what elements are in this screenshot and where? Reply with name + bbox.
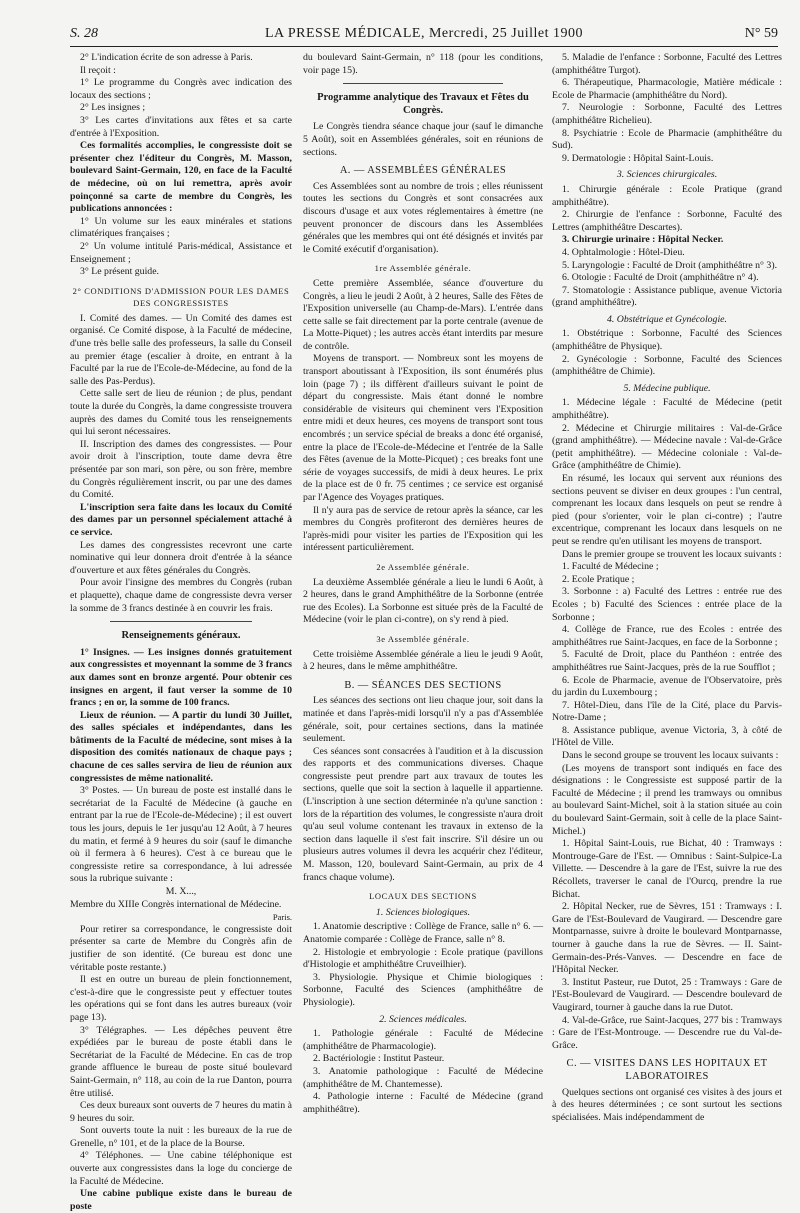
paragraph: Paris.: [272, 912, 292, 923]
paragraph: M. X...,: [165, 886, 197, 897]
divider: [343, 83, 503, 84]
paragraph: Pour retirer sa correspondance, le congressiste doit présenter sa carte de Membre du Congrès afin de justifier de son identité. (Ce bureau est donc une véritable poste restante.): [70, 923, 292, 973]
paragraph: 2° L'indication écrite de son adresse à Paris.: [80, 52, 253, 63]
paragraph: 8. Assistance publique, avenue Victoria, 3, à côté de l'Hôtel de Ville.: [552, 724, 782, 749]
paragraph: Une cabine publique existe dans le bureau de poste: [70, 1188, 292, 1212]
section-heading: C. — VISITES DANS LES HOPITAUX ET LABORATOIRES: [566, 1058, 768, 1082]
issue-number: N° 59: [744, 26, 778, 41]
paragraph: 4° Téléphones. — Une cabine téléphonique est ouverte aux congressistes dans la loge du concierge de la Faculté de Médecine.: [70, 1150, 292, 1187]
paragraph: 1° Un volume sur les eaux minérales et stations climatériques françaises ;: [70, 215, 292, 240]
paragraph: 2. Chirurgie de l'enfance : Sorbonne, Faculté des Lettres (amphithéâtre Descartes).: [552, 209, 782, 233]
section-heading: B. — SÉANCES DES SECTIONS: [344, 679, 502, 691]
paragraph: Moyens de transport. — Nombreux sont les moyens de transport aboutissant à l'Exposition, ils sont énumérés plus loin (page 7) ; ils diffèrent d'ailleurs suivant le point de départ du congressiste. Mais étant donné le nombre considérable de visiteurs qui cheminent vers l'Exposition entre midi et deux heures, ces moyens de transport sont tous encombrés ; un service spécial de breaks a donc été organisé, entre la place de l'Ecole-de-Médecine et l'entrée de la Salle des Fêtes (avenue de la Motte-Picquet) ; ces breaks font une série de voyages successifs, de midi à deux heures. Le prix de la place est de 0 fr. 75 centimes ; ce service est organisé par l'Agence des Voyages pratiques.: [303, 353, 543, 503]
paragraph: 7. Neurologie : Sorbonne, Faculté des Lettres (amphithéâtre Richelieu).: [552, 102, 782, 126]
paragraph: Ces séances sont consacrées à l'audition et à la discussion des rapports et des communications diverses. Chaque congressiste peut prendre part aux travaux de toutes les sections, quelle que soit la section à laquelle il appartienne. (L'inscription à une section déterminée n'a qu'une sanction : lors de la répartition des volumes, le congressiste n'aura droit qu'au seul volume contenant les travaux in extenso de la section dans laquelle il s'est fait inscrire. S'il désire un ou plusieurs autres volumes il devra les acquérir chez l'éditeur, M. Masson, 120, boulevard Saint-Germain, au prix de 4 francs chaque volume).: [303, 745, 543, 883]
paragraph: 6. Otologie : Faculté de Droit (amphithéâtre n° 4).: [562, 272, 759, 284]
paragraph: 2. Gynécologie : Sorbonne, Faculté des Sciences (amphithéâtre de Chimie).: [552, 353, 782, 378]
paragraph: Lieux de réunion. — A partir du lundi 30 Juillet, des salles spéciales et indépendantes, dans les bâtiments de la Faculté de médecine, sont mises à la disposition des comités nationaux de chaque pays ; chacune de ces salles servira de lieu de réunion aux congressistes de même nationalité.: [70, 709, 292, 784]
paragraph: Sont ouverts toute la nuit : les bureaux de la rue de Grenelle, n° 101, et de la place de la Bourse.: [70, 1125, 292, 1149]
paragraph: 5. Laryngologie : Faculté de Droit (amphithéâtre n° 3).: [562, 259, 778, 271]
paragraph: 4. Collège de France, rue des Ecoles : entrée des amphithéâtres rue Saint-Jacques, en face de la Sorbonne ;: [552, 624, 782, 648]
section-heading: A. — ASSEMBLÉES GÉNÉRALES: [339, 165, 507, 177]
paragraph: Il est en outre un bureau de plein fonctionnement, c'est-à-dire que le congressiste peut y effectuer toutes les opérations qui se font dans les autres bureaux (voir page 13).: [70, 974, 292, 1023]
paragraph: 6. Thérapeutique, Pharmacologie, Matière médicale : Ecole de Pharmacie (amphithéâtre du Nord).: [552, 77, 782, 101]
paragraph: 7. Stomatologie : Assistance publique, avenue Victoria (grand amphithéâtre).: [552, 284, 782, 309]
paragraph: 3° Les cartes d'invitations aux fêtes et sa carte d'entrée à l'Exposition.: [70, 114, 292, 139]
paragraph: 3° Postes. — Un bureau de poste est installé dans le secrétariat de la Faculté de Médecine (à gauche en entrant par la rue de l'Ecole-de-Médecine) ; il est ouvert tous les jours, depuis le 1er jusqu'au 12 Août, à 7 heures du matin, et fermé à 9 heures du soir (sauf le dimanche où il fermera à 6 heures). C'est à ce bureau que le congressiste retire sa correspondance, à lui adressée sous la rubrique suivante :: [70, 785, 292, 885]
paragraph: 3. Physiologie. Physique et Chimie biologiques : Sorbonne, Faculté des Sciences (amphithéâtre de Physiologie).: [303, 971, 543, 1008]
paragraph: 2. Ecole Pratique ;: [562, 573, 635, 585]
paragraph: Les dames des congressistes recevront une carte nominative qui leur donnera droit d'entrée à la séance d'ouverture et aux fêtes générales du Congrès.: [70, 539, 292, 576]
paragraph: 3. Institut Pasteur, rue Dutot, 25 : Tramways : Gare de l'Est-Boulevard de Vaugirard. — Descendre boulevard de Vaugirard, tourner à gauche dans la rue Dutot.: [552, 976, 782, 1013]
paragraph: Le Congrès tiendra séance chaque jour (sauf le dimanche 5 Août), soit en Assemblées générales, soit en réunions de sections.: [303, 121, 543, 158]
paragraph: 1. Anatomie descriptive : Collège de France, salle n° 6. — Anatomie comparée : Collège de France, salle n° 8.: [303, 921, 543, 945]
paragraph: Il reçoit :: [80, 64, 116, 76]
column-3: [552, 52, 782, 1131]
section-heading: 2° CONDITIONS D'ADMISSION POUR LES DAMES DES CONGRESSISTES: [72, 285, 290, 309]
paragraph: 5. Maladie de l'enfance : Sorbonne, Faculté des Lettres (amphithéâtre Turgot).: [552, 52, 782, 76]
section-heading: 3. Sciences chirurgicales.: [616, 169, 718, 181]
paragraph: 2. Histologie et embryologie : Ecole pratique (pavillons d'Histologie et amphithéâtre Cruveilhier).: [303, 946, 543, 971]
section-heading: 1re Assemblée générale.: [374, 263, 472, 274]
paragraph: 2. Médecine et Chirurgie militaires : Val-de-Grâce (grand amphithéâtre). — Médecine navale : Val-de-Grâce (petit amphithéâtre). — Médecine coloniale : Val-de-Grâce (amphithéâtre de Chimie).: [552, 422, 782, 472]
paragraph: 1. Faculté de Médecine ;: [562, 561, 659, 573]
section-heading: 1. Sciences biologiques.: [375, 906, 471, 918]
paragraph: 3° Le présent guide.: [80, 266, 160, 278]
paragraph: La deuxième Assemblée générale a lieu le lundi 6 Août, à 2 heures, dans le grand Amphithéâtre de la Sorbonne (entrée rue des Ecoles). La Sorbonne est située près de la Faculté de Médecine (voir le plan ci-contre), on s'y rend à pied.: [303, 576, 543, 626]
paragraph: Quelques sections ont organisé ces visites à des jours et à des heures déterminées ; ce sont surtout les sections spécialisées. Mais indépendamment de: [552, 1086, 782, 1123]
paragraph: 1. Médecine légale : Faculté de Médecine (petit amphithéâtre).: [552, 397, 782, 422]
paragraph: 1° Le programme du Congrès avec indication des locaux des sections ;: [70, 77, 292, 101]
paragraph: II. Inscription des dames des congressistes. — Pour avoir droit à l'inscription, toute dame devra être présentée par son mari, son père, ou son frère, membre du Congrès régulièrement inscrit, ou par une des dames du Comité.: [70, 438, 292, 501]
paragraph: 4. Ophtalmologie : Hôtel-Dieu.: [562, 246, 685, 258]
paragraph: L'inscription sera faite dans les locaux du Comité des dames par un personnel spécialement attaché à ce service.: [70, 501, 292, 538]
paragraph: En résumé, les locaux qui servent aux réunions des sections peuvent se diviser en deux groupes : l'un central, comprenant les locaux dans lesquels on peut se rendre à pied (pour s'orienter, voir le plan ci-contre) ; l'autre excentrique, comprenant les locaux dans lesquels on ne peut se rendre qu'en utilisant les moyens de transport.: [552, 473, 782, 547]
paragraph: I. Comité des dames. — Un Comité des dames est organisé. Ce Comité dispose, à la Faculté de médecine, d'une très belle salle des professeurs, la salle du Conseil au premier étage (escalier à droite, en entrant à la Faculté par la rue de l'Ecole-de-Médecine, au fond de la salle des Pas-Perdus).: [70, 312, 292, 387]
paragraph: 9. Dermatologie : Hôpital Saint-Louis.: [562, 152, 714, 164]
paragraph: Pour avoir l'insigne des membres du Congrès (ruban et plaquette), chaque dame de congressiste devra verser la somme de 3 francs destinée à en couvrir les frais.: [70, 577, 292, 614]
section-heading: 4. Obstétrique et Gynécologie.: [607, 313, 727, 325]
paragraph: 4. Pathologie interne : Faculté de Médecine (grand amphithéâtre).: [303, 1091, 543, 1115]
section-heading: 2. Sciences médicales.: [379, 1013, 467, 1025]
column-2: [303, 52, 543, 1131]
paragraph: 2° Un volume intitulé Paris-médical, Assistance et Enseignement ;: [70, 240, 292, 265]
paragraph: Cette troisième Assemblée générale a lieu le jeudi 9 Août, à 2 heures, dans le même amphithéâtre.: [303, 648, 543, 673]
paragraph: Les séances des sections ont lieu chaque jour, soit dans la matinée et dans l'après-midi lorsqu'il n'y a pas d'Assemblée générale, soit, pour certaines sections, dans la matinée seulement.: [303, 695, 543, 745]
paragraph: Dans le second groupe se trouvent les locaux suivants :: [562, 750, 779, 762]
paragraph: Cette salle sert de lieu de réunion ; de plus, pendant toute la durée du Congrès, la dame congressiste trouvera auprès des dames du Comité tous les renseignements qui lui seront nécessaires.: [70, 388, 292, 438]
section-heading: Renseignements généraux.: [121, 630, 241, 642]
column-1: [70, 52, 292, 1212]
paragraph: 1. Hôpital Saint-Louis, rue Bichat, 40 : Tramways : Montrouge-Gare de l'Est. — Omnibus : Saint-Sulpice-La Villette. — Descendre à la gare de l'Est, suivre la rue des Récollets, traverser le canal de l'Ourcq, prendre la rue Bichat.: [552, 838, 782, 900]
page-number: S. 28: [70, 26, 98, 41]
paragraph: du boulevard Saint-Germain, n° 118 (pour les conditions, voir page 15).: [303, 52, 543, 76]
paragraph: 5. Faculté de Droit, place du Panthéon : entrée des amphithéâtres rue Saint-Jacques, près de la rue Soufflot ;: [552, 649, 782, 673]
paragraph: 8. Psychiatrie : Ecole de Pharmacie (amphithéâtre du Sud).: [552, 127, 782, 152]
paragraph: 3. Sorbonne : a) Faculté des Lettres : entrée rue des Ecoles ; b) Faculté des Sciences : entrée place de la Sorbonne ;: [552, 586, 782, 623]
publication-title: LA PRESSE MÉDICALE, Mercredi, 25 Juillet 1900: [264, 26, 584, 41]
paragraph: 1° Insignes. — Les insignes donnés gratuitement aux congressistes et moyennant la somme de 3 francs aux dames sont en bronze argenté. Pour obtenir ces insignes en argent, il faut verser la somme de 10 francs ; en or, la somme de 100 francs.: [70, 646, 292, 709]
paragraph: 2° Les insignes ;: [80, 102, 146, 114]
divider: [110, 621, 252, 622]
paragraph: 3. Anatomie pathologique : Faculté de Médecine (amphithéâtre de M. Chantemesse).: [303, 1065, 543, 1090]
paragraph: 1. Obstétrique : Sorbonne, Faculté des Sciences (amphithéâtre de Physique).: [552, 328, 782, 353]
paragraph: Membre du XIIIe Congrès international de Médecine.: [70, 898, 282, 910]
paragraph: 1. Chirurgie générale : Ecole Pratique (grand amphithéâtre).: [552, 183, 782, 208]
paragraph: 7. Hôtel-Dieu, dans l'île de la Cité, place du Parvis-Notre-Dame ;: [552, 699, 782, 724]
paragraph: Cette première Assemblée, séance d'ouverture du Congrès, a lieu le jeudi 2 Août, à 2 heures, Salle des Fêtes de l'Exposition universelle (au Champ-de-Mars). L'entrée dans cette salle se fait directement par la porte centrale (avenue de La Motte-Piquet) ; les autres accès étant interdits par mesure de contrôle.: [303, 277, 543, 352]
paragraph: 3. Chirurgie urinaire : Hôpital Necker.: [562, 234, 724, 246]
page-header: [70, 26, 778, 47]
paragraph: 2. Hôpital Necker, rue de Sèvres, 151 : Tramways : I. Gare de l'Est-Boulevard de Vaugirard. — Descendre gare Montparnasse, suivre à droite le boulevard Montparnasse, tourner à gauche dans la rue de Sèvres. — II. Saint-Germain-des-Prés-Vanves. — Descendre en face de l'Hôpital Necker.: [552, 901, 782, 976]
section-heading: 5. Médecine publique.: [623, 382, 711, 394]
paragraph: 6. Ecole de Pharmacie, avenue de l'Observatoire, près du jardin du Luxembourg ;: [552, 674, 782, 699]
paragraph: 4. Val-de-Grâce, rue Saint-Jacques, 277 bis : Tramways : Gare de l'Est-Montrouge. — Descendre rue du Val-de-Grâce.: [552, 1014, 782, 1051]
paragraph: Ces deux bureaux sont ouverts de 7 heures du matin à 9 heures du soir.: [70, 1100, 292, 1124]
paragraph: Il n'y aura pas de service de retour après la séance, car les membres du Congrès profiteront des dernières heures de l'après-midi pour visiter les parties de l'Exposition qui les intéressent particulièrement.: [303, 504, 543, 554]
section-heading: 3e Assemblée générale.: [376, 633, 470, 644]
paragraph: (Les moyens de transport sont indiqués en face des désignations : le Congressiste est supposé partir de la Faculté de Médecine ; il prend les tramways ou omnibus au boulevard Saint-Michel, soit à la station située au coin du boulevard Saint-Germain, soit à celle de la place Saint-Michel.): [552, 762, 782, 837]
paragraph: Dans le premier groupe se trouvent les locaux suivants :: [562, 548, 782, 560]
paragraph: 2. Bactériologie : Institut Pasteur.: [313, 1053, 445, 1065]
paragraph: Ces formalités accomplies, le congressiste doit se présenter chez l'éditeur du Congrès, M. Masson, boulevard Saint-Germain, 120, en face de la Faculté de médecine, où on lui remettra, après avoir poinçonné sa carte de membre du Congrès, les publications annoncées :: [70, 140, 292, 215]
section-heading: LOCAUX DES SECTIONS: [369, 891, 477, 902]
paragraph: 1. Pathologie générale : Faculté de Médecine (amphithéâtre de Pharmacologie).: [303, 1028, 543, 1052]
paragraph: 3° Télégraphes. — Les dépêches peuvent être expédiées par le bureau de poste établi dans le Secrétariat de la Faculté de Médecine. En cas de trop grande affluence le bureau de poste situé boulevard Saint-Germain, n° 118, au coin de la rue Danton, pourra être utilisé.: [70, 1024, 292, 1099]
section-heading: Programme analytique des Travaux et Fêtes du Congrès.: [317, 92, 529, 116]
paragraph: Ces Assemblées sont au nombre de trois ; elles réunissent toutes les sections du Congrès et sont consacrées aux discours d'usage et aux votes réglementaires à émettre (ne peuvent prononcer de discours dans les Assemblées générales que les membres qui ont été désignés et invités par le Comité exécutif d'organisation).: [303, 180, 543, 255]
section-heading: 2e Assemblée générale.: [376, 561, 470, 572]
